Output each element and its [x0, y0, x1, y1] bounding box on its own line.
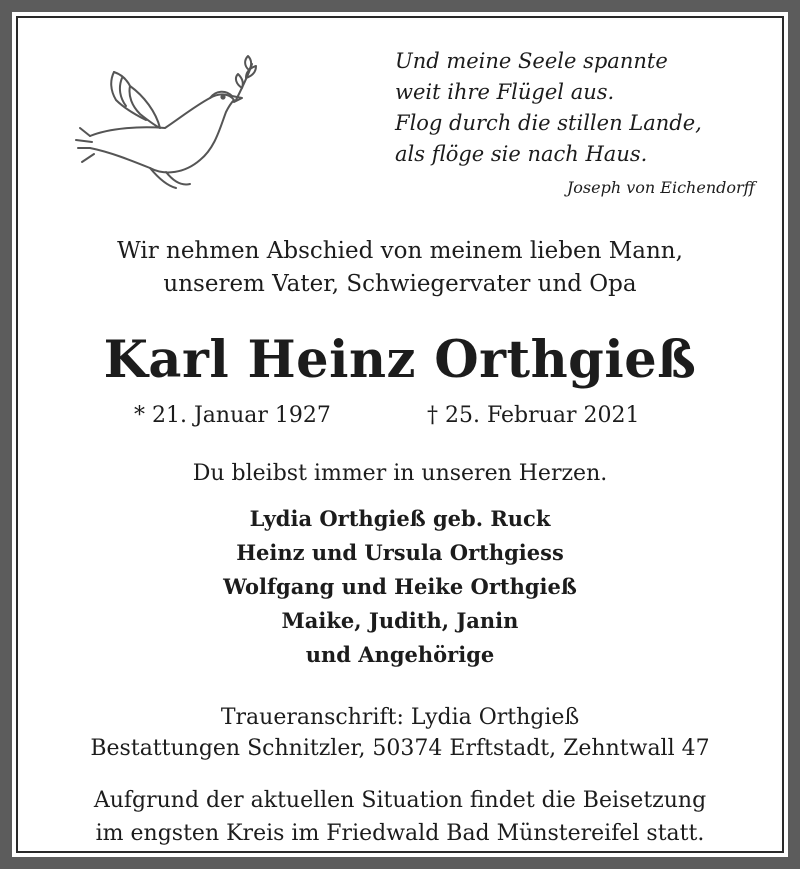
- family-line: Maike, Judith, Janin: [281, 608, 519, 633]
- poem-line: als flöge sie nach Haus.: [395, 142, 648, 166]
- motto: Du bleibst immer in unseren Herzen.: [192, 461, 608, 486]
- poem-author: Joseph von Eichendorff: [566, 178, 755, 197]
- poem-line: Und meine Seele spannte: [395, 49, 668, 73]
- mourning-address: [12, 702, 788, 764]
- family-line: Lydia Orthgieß geb. Ruck: [249, 506, 551, 531]
- intro-line: Wir nehmen Abschied von meinem lieben Mann,: [117, 238, 683, 264]
- address-line: Traueranschrift: Lydia Orthgieß: [220, 705, 580, 730]
- poem-line: Flog durch die stillen Lande,: [395, 111, 702, 135]
- family-list: [12, 502, 788, 672]
- farewell-intro: [12, 235, 788, 301]
- family-line: Wolfgang und Heike Orthgieß: [223, 574, 577, 599]
- deceased-name: Karl Heinz Orthgieß: [103, 330, 697, 390]
- birth-date: * 21. Januar 1927: [134, 403, 331, 428]
- address-line: Bestattungen Schnitzler, 50374 Erftstadt, Zehntwall 47: [90, 736, 710, 761]
- notice-line: Aufgrund der aktuellen Situation findet die Beisetzung: [93, 788, 707, 813]
- family-line: Heinz und Ursula Orthgiess: [236, 540, 564, 565]
- obituary-card: [12, 12, 788, 857]
- poem: [395, 46, 765, 170]
- family-line: und Angehörige: [305, 642, 495, 667]
- intro-line: unserem Vater, Schwiegervater und Opa: [163, 271, 637, 297]
- burial-notice: [12, 784, 788, 850]
- dove-icon: [70, 48, 260, 198]
- poem-line: weit ihre Flügel aus.: [395, 80, 615, 104]
- death-date: † 25. Februar 2021: [427, 403, 640, 428]
- notice-line: im engsten Kreis im Friedwald Bad Münstereifel statt.: [95, 821, 705, 846]
